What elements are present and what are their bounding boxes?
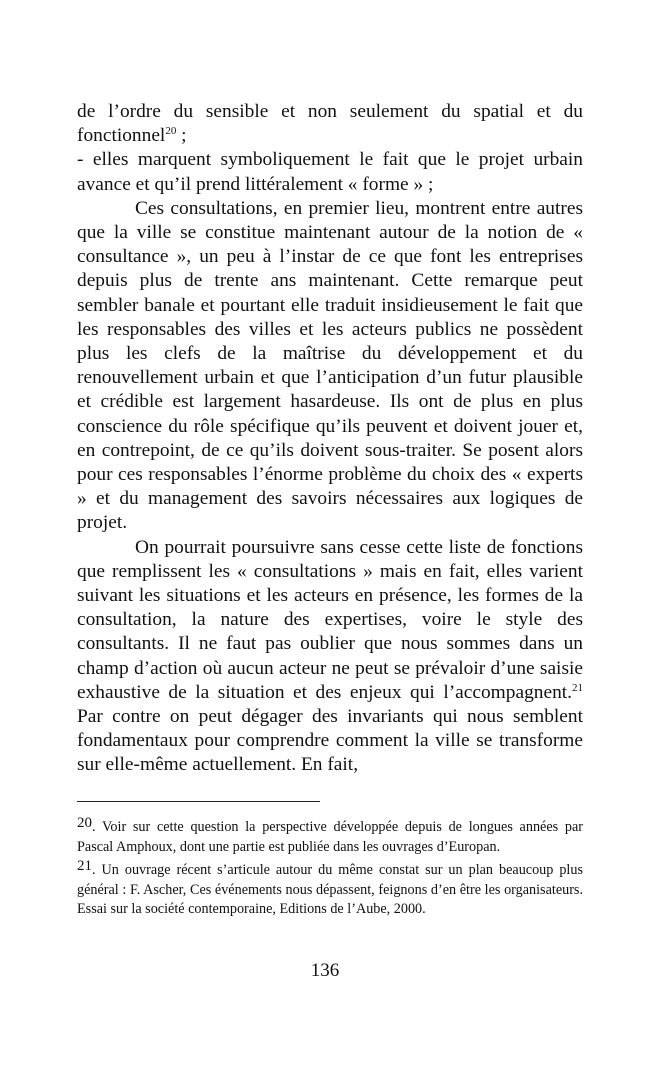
footnote-number: 21 <box>77 858 92 875</box>
paragraph-4-text: On pourrait poursuivre sans cesse cette liste de fonctions que remplissent les « consultations » mais en fait, elles varient suivant les situations et les acteurs en présence, les formes de la consultation, la nature des expertises, voire le style des consultants. Il ne faut pas oublier que nous sommes dans un champ d’action où aucun acteur ne peut se prévaloir d’une saisie exhaustive de la situation et des enjeux qui l’accompagnent. <box>77 536 583 703</box>
paragraph-4-end: Par contre on peut dégager des invariants qui nous semblent fondamentaux pour comprendre comment la ville se transforme sur elle-même actuellement. En fait, <box>77 706 583 776</box>
page-number: 136 <box>310 960 340 981</box>
main-text <box>77 100 583 778</box>
footnote-text: . Un ouvrage récent s’articule autour du même constat sur un plan beaucoup plus général : F. Ascher, Ces événements nous dépassent, feignons d’en être les organisateurs. Essai sur la société contemporaine, Editions de l’Aube, 2000. <box>77 862 583 918</box>
paragraph-1 <box>77 100 583 148</box>
footnote-number: 20 <box>77 815 92 831</box>
paragraph-1-end: ; <box>176 125 187 147</box>
footnote-21 <box>77 858 583 920</box>
footnote-text: . Voir sur cette question la perspective développée depuis de longues années par Pascal Amphoux, dont une partie est publiée dans les ouvrages d’Europan. <box>77 819 583 855</box>
paragraph-1-text: de l’ordre du sensible et non seulement du spatial et du fonctionnel <box>77 101 583 147</box>
paragraph-3: Ces consultations, en premier lieu, montrent entre autres que la ville se constitue maintenant autour de la notion de « consultance », un peu à l’instar de ce que font les entreprises depuis plus de trente ans maintenant. Cette remarque peut sembler banale et pourtant elle traduit insidieusement le fait que les responsables des villes et les acteurs publics ne possèdent plus les clefs de la maîtrise du développement et du renouvellement urbain et que l’anticipation d’un futur plausible et crédible est largement hasardeuse. Ils ont de plus en plus conscience du rôle spécifique qu’ils peuvent et doivent jouer et, en contrepoint, de ce qu’ils doivent sous-traiter. Se posent alors pour ces responsables l’énorme problème du choix des « experts » et du management des savoirs nécessaires aux logiques de projet. <box>77 197 583 534</box>
footnote-ref-21: 21 <box>572 681 583 694</box>
page-body <box>77 100 583 778</box>
footnotes <box>77 815 583 924</box>
footnote-divider <box>77 801 320 802</box>
paragraph-4 <box>77 536 583 778</box>
footnote-ref-20: 20 <box>165 125 177 138</box>
footnote-20 <box>77 815 583 857</box>
paragraph-2: - elles marquent symboliquement le fait que le projet urbain avance et qu’il prend littéralement « forme » ; <box>77 149 583 195</box>
